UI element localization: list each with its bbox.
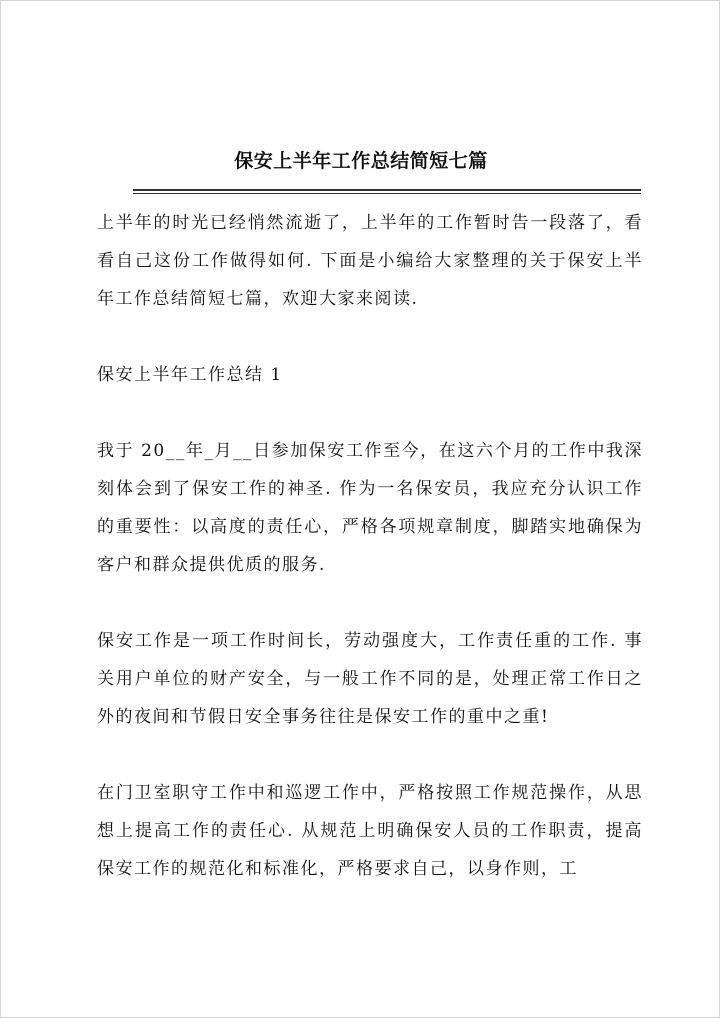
section-heading: 保安上半年工作总结 1 bbox=[97, 365, 283, 385]
paragraph-spacer bbox=[97, 584, 643, 622]
paragraph-spacer bbox=[97, 394, 643, 432]
paragraph-spacer bbox=[97, 736, 643, 774]
document-title: 保安上半年工作总结简短七篇 bbox=[234, 150, 488, 172]
body-paragraph-2: 保安工作是一项工作时间长，劳动强度大，工作责任重的工作. 事关用户单位的财产安全，与一般工作不同的是，处理正常工作日之外的夜间和节假日安全事务往往是保安工作的重中之重! bbox=[97, 631, 643, 727]
intro-paragraph: 上半年的时光已经悄然流逝了，上半年的工作暂时告一段落了，看看自己这份工作做得如何. 下面是小编给大家整理的关于保安上半年工作总结简短七篇，欢迎大家来阅读. bbox=[97, 213, 643, 309]
paragraph-spacer bbox=[97, 318, 643, 356]
body-paragraph-1: 我于 20__年_月__日参加保安工作至今，在这六个月的工作中我深刻体会到了保安工作的神圣. 作为一名保安员，我应充分认识工作的重要性：以高度的责任心，严格各项规章制度，脚踏实地确保为客户和群众提供优质的服务. bbox=[97, 441, 643, 575]
body-paragraph-3: 在门卫室职守工作中和巡逻工作中，严格按照工作规范操作，从思想上提高工作的责任心. 从规范上明确保安人员的工作职责，提高保安工作的规范化和标准化，严格要求自己，以身作则，工 bbox=[97, 783, 643, 879]
title-divider bbox=[133, 189, 641, 194]
document-body bbox=[97, 204, 643, 888]
